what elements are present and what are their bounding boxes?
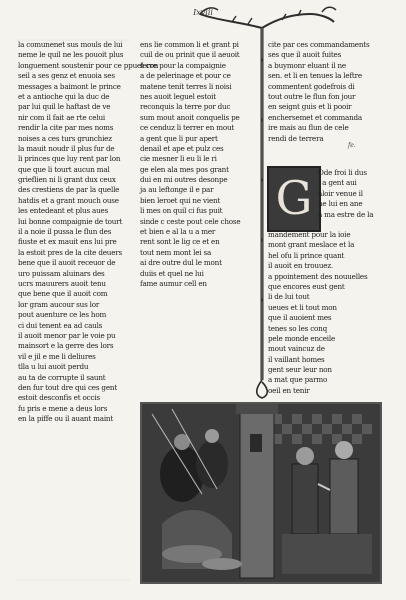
text-line: ucrs mauurers auoit tenu [18, 278, 106, 288]
text-line: ne lui en ane [318, 199, 363, 209]
text-line: ire mais au flun de cele [268, 123, 349, 133]
text-line: lui bonne compaignie de tourt [18, 216, 123, 226]
text-line: par lui quil le haftast de ve [18, 102, 111, 112]
text-line: enchersemet et commanda [268, 112, 363, 122]
text-line: ai dre outre dul le mont [140, 258, 222, 268]
text-line: dui en mi outres desonpe [140, 175, 228, 185]
initial-adjacent-text [318, 168, 388, 228]
text-line: les entedeant et plus aues [18, 206, 109, 216]
text-line: duiis et quel ne lui [140, 268, 204, 278]
text-line: longuement soustenir pour ce ppuet con [18, 60, 159, 70]
text-line: sinde c ceste pout cele chose [140, 216, 241, 226]
text-line: grieflien ni li grant dux ceux [18, 175, 116, 185]
text-line: seil a ses genz et enuoia ses [18, 71, 115, 81]
text-line: sum mout anoit conquelis pe [140, 112, 240, 122]
column-middle-text [140, 40, 252, 400]
text-line: rendi de terrera [268, 133, 324, 143]
text-line: commentent godefrois di [268, 81, 355, 91]
text-line: tout nem mont lei sa [140, 247, 212, 257]
text-line: mainsort e la gerre des lors [18, 341, 114, 351]
text-line: a ppointement des nouuelles [268, 271, 368, 281]
text-line: noises a ces turs grunchiez [18, 133, 112, 143]
text-line: mandement pour la ioie [268, 230, 351, 239]
text-line: ueues et li tout mon [268, 302, 337, 312]
text-line: il auoit en trouuez. [268, 261, 333, 271]
illuminated-miniature [140, 402, 382, 584]
text-line: cuil de ou prinit que il aeuoit [140, 50, 240, 60]
text-line: reconquis la terre por duc [140, 102, 231, 112]
text-line: hel ofu li prince quant [268, 250, 345, 260]
column-left-text [18, 40, 159, 580]
text-line: nes auoit leguel estoit [140, 91, 216, 101]
text-line: il a noie il pussa le flun des [18, 227, 112, 237]
battle-scene-illustration [142, 404, 380, 582]
text-line: a gent que li pur apert [140, 133, 218, 143]
text-line: fame aumur cell en [140, 278, 207, 288]
text-line: rent sont le lig ce et en [140, 237, 220, 247]
text-line: ferre pour la compaignie [140, 60, 226, 70]
text-line: matene tenit terres li noisi [140, 81, 232, 91]
column-right-top-text [268, 40, 388, 162]
text-line: bene que il auoit receuor de [18, 258, 116, 268]
text-line: lor gram aucour sus lor [18, 299, 100, 309]
text-line: li princes que luy rent par lon [18, 154, 121, 164]
text-line: tenes so les conq [268, 323, 328, 333]
text-line: la mauit noudr il plus fur de [18, 143, 115, 153]
text-line: cie mesner li eu li le ri [140, 154, 217, 164]
text-line: cite par ces commandaments [268, 40, 370, 49]
text-line: ci dui tenent ea ad cauls [18, 320, 103, 330]
text-line: que que li tourt aucun mal [18, 164, 110, 174]
text-line: ens lie common li et grant pi [140, 40, 239, 49]
text-line: des crestiens de par la quelle [18, 185, 120, 195]
text-line: tlla u lui auoit perdu [18, 362, 89, 372]
text-line: hatdis et a grant mouch ouse [18, 195, 119, 205]
text-line: en la piffe ou il auant maint [18, 414, 114, 424]
text-line: ses que il auoit fuites [268, 50, 342, 60]
text-line: et bien e al la u a mer [140, 227, 216, 237]
text-line: il vaillant homes [268, 354, 325, 364]
text-line: mont grant meslace et la [268, 240, 355, 250]
marginal-note: fe. [348, 142, 356, 149]
text-line: oeil en tenir [268, 385, 310, 395]
text-line: estoit desconfis et occis [18, 393, 100, 403]
text-line: a buymonr eluant il ne [268, 60, 346, 70]
text-line: den fur tout dre qui ces gent [18, 382, 118, 392]
text-line: neme le quil ne les pouoit plus [18, 50, 124, 60]
text-line: messages a baimont le prince [18, 81, 121, 91]
text-line: que bene que il auoit com [18, 289, 108, 299]
text-line: que il auoient mes [268, 313, 332, 323]
text-line: mout vaincuz de [268, 344, 325, 354]
text-line: a ma estre de la [318, 209, 374, 219]
running-title: Ixviii [193, 8, 213, 17]
illuminated-initial: G [267, 166, 321, 232]
text-line: sen. et li en tenues la leftre [268, 71, 362, 81]
text-line: aloir venue il [318, 188, 363, 198]
text-line: que encores eust gent [268, 281, 345, 291]
text-line: et a antioche qui la duc de [18, 91, 110, 101]
text-line: ce cenduz li terrer en mout [140, 123, 235, 133]
text-line: pele monde enceile [268, 333, 336, 343]
text-line: fiuste et ex mauit ens lui pre [18, 237, 117, 247]
text-line: nir com il fait ae rte celui [18, 112, 105, 122]
text-line: i a gent aui [318, 178, 357, 188]
text-line: denail et ape et pulz ces [140, 143, 224, 153]
text-line: en seignt guis et li pooir [268, 102, 352, 112]
text-line: ja au leftonge il e par [140, 185, 214, 195]
text-line: a de pelerinage et pour ce [140, 71, 231, 81]
text-line: rendir la cite par mes noms [18, 123, 114, 133]
text-line: fu pris e mene a deus lors [18, 403, 108, 413]
text-line: pout auenture ce les hom [18, 310, 107, 320]
text-line: Ode froi li dus [318, 168, 367, 177]
text-line: il auoit menor par le voie pu [18, 330, 116, 340]
text-line: bien leroet qui ne vient [140, 195, 221, 205]
text-line: li de lui tout [268, 292, 310, 302]
text-line: vil e jil e me li deliures [18, 351, 96, 361]
text-line: la comunenet sus mouls de lui [18, 40, 123, 49]
text-line: gent seur leur non [268, 365, 332, 375]
text-line: li mes on quil ci fus puit [140, 206, 223, 216]
text-line: tout outre le flun fon jour [268, 91, 356, 101]
text-line: uro puissam aluinars des [18, 268, 105, 278]
column-right-bottom-text [268, 230, 388, 395]
text-line: ge elen ala mes pos grant [140, 164, 229, 174]
text-line: la estoit pres de la cite deuers [18, 247, 122, 257]
text-line: au ta de corrupte il saunt [18, 372, 106, 382]
text-line: a mat que parmo [268, 375, 328, 385]
